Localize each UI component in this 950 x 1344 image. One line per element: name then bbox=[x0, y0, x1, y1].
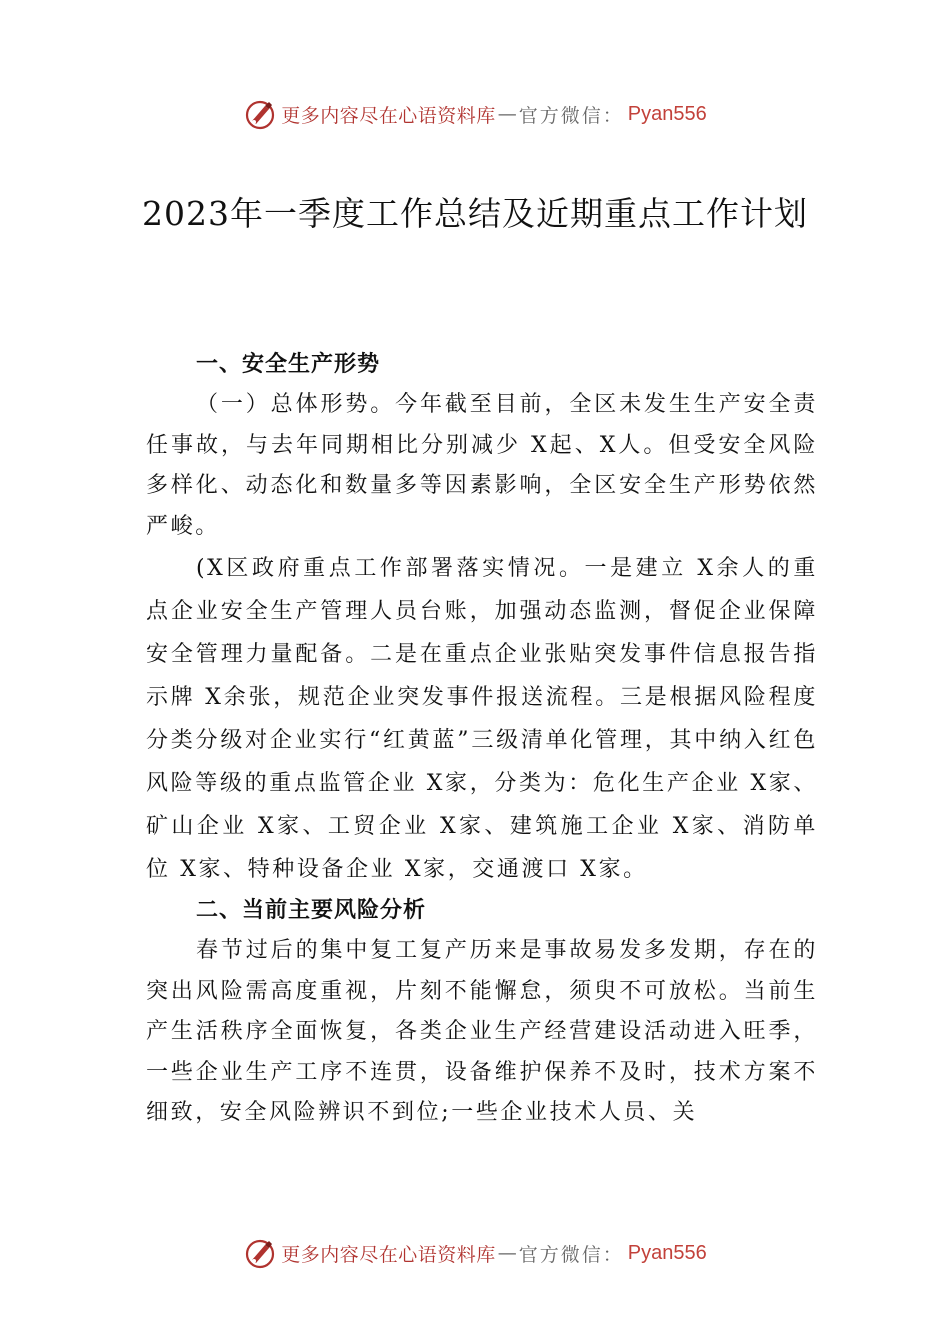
document-body bbox=[146, 345, 818, 1134]
watermark-official-label: 官方微信： bbox=[518, 104, 624, 127]
watermark-dash: — bbox=[497, 103, 517, 125]
paragraph-risk-analysis: 春节过后的集中复工复产历来是事故易发多发期，存在的突出风险需高度重视，片刻不能懈怠，须臾不可放松。当前生产生活秩序全面恢复，各类企业生产经营建设活动进入旺季，一些企业生产工序不连贯，设备维护保养不及时，技术方案不细致，安全风险辨识不到位;一些企业技术人员、关 bbox=[146, 938, 818, 1125]
pen-seal-icon bbox=[243, 1236, 277, 1270]
watermark-banner-bottom bbox=[0, 1233, 950, 1273]
document-title: 2023年一季度工作总结及近期重点工作计划 bbox=[142, 194, 808, 233]
watermark-site-name: 更多内容尽在心语资料库 bbox=[281, 104, 496, 127]
watermark-banner-top bbox=[0, 94, 950, 134]
watermark-site-name: 更多内容尽在心语资料库 bbox=[281, 1243, 496, 1266]
paragraph-government-deployment: (X区政府重点工作部署落实情况。一是建立 X余人的重点企业安全生产管理人员台账，加强动态监测，督促企业保障安全管理力量配备。二是在重点企业张贴突发事件信息报告指示牌 X余张，规范企业突发事件报送流程。三是根据风险程度分类分级对企业实行“红黄蓝”三级清单化管理，其中纳入红色风险等级的重点监管企业 X家，分类为：危化生产企业 X家、矿山企业 X家、工贸企业 X家、建筑施工企业 X家、消防单位 X家、特种设备企业 X家，交通渡口 X家。 bbox=[146, 556, 818, 882]
section-heading-safety-situation: 一、安全生产形势 bbox=[196, 352, 381, 377]
paragraph-overall-situation: （一）总体形势。今年截至目前，全区未发生生产安全责任事故，与去年同期相比分别减少 X起、X人。但受安全风险多样化、动态化和数量多等因素影响，全区安全生产形势依然严峻。 bbox=[146, 392, 818, 539]
watermark-official-label: 官方微信： bbox=[518, 1243, 624, 1266]
section-heading-risk-analysis: 二、当前主要风险分析 bbox=[196, 898, 427, 923]
watermark-dash: — bbox=[497, 1242, 517, 1264]
watermark-wechat-id: Pyan556 bbox=[627, 1241, 707, 1264]
pen-seal-icon bbox=[243, 97, 277, 131]
watermark-wechat-id: Pyan556 bbox=[627, 102, 707, 125]
